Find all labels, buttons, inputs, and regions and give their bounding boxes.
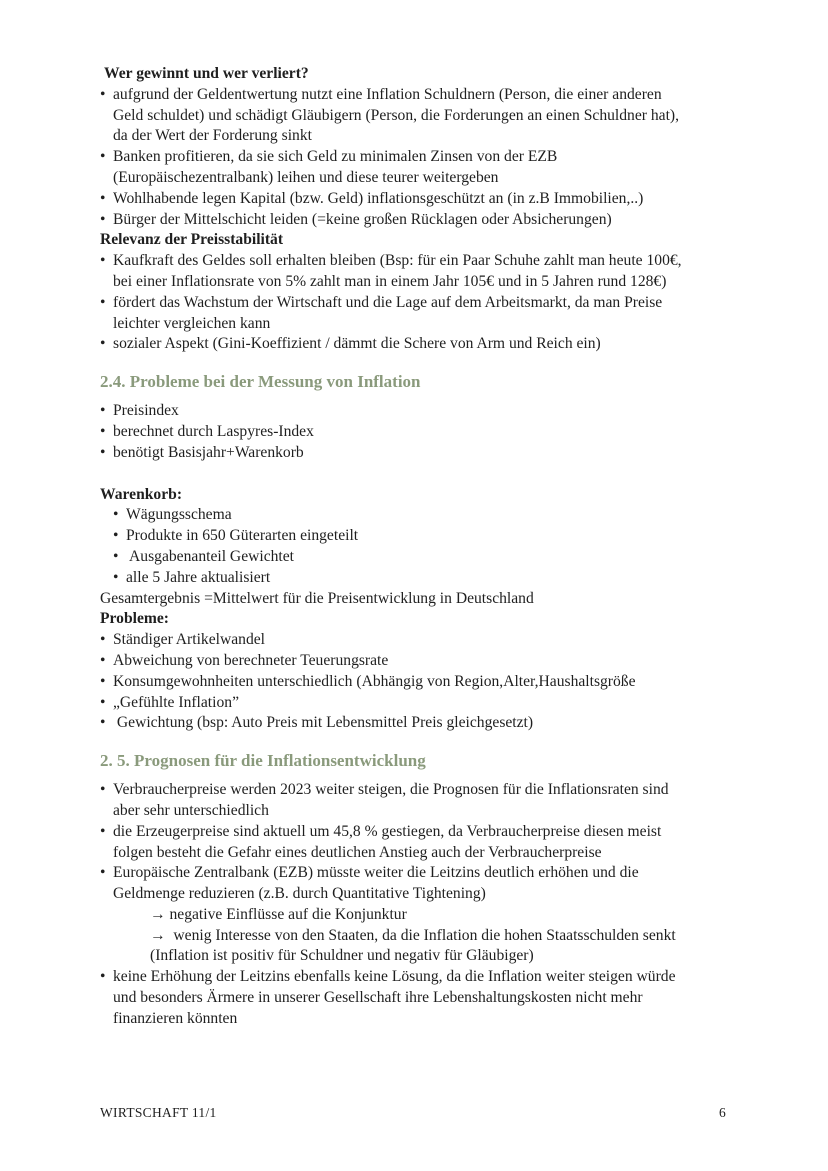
bullet-icon: • xyxy=(100,85,106,103)
bullet-icon: • xyxy=(100,293,106,311)
list-item: • fördert das Wachstum der Wirtschaft und die Lage auf dem Arbeitsmarkt, da man Preise leichter vergleichen kann xyxy=(100,293,663,332)
arrow-line: → wenig Interesse von den Staaten, da die Inflation die hohen Staatsschulden senkt xyxy=(150,926,676,944)
footer-label: WIRTSCHAFT 11/1 xyxy=(100,1105,217,1120)
bullet-icon: • xyxy=(100,672,106,690)
bullet-icon: • xyxy=(100,631,106,649)
bullet-icon: • xyxy=(113,506,119,524)
list-item: • die Erzeugerpreise sind aktuell um 45,8 % gestiegen, da Verbraucherpreise diesen meist folgen besteht die Gefahr eines deutlichen Anstieg auch der Verbraucherpreise xyxy=(100,822,662,861)
page-number: 6 xyxy=(719,1105,726,1120)
bullet-icon: • xyxy=(100,189,106,207)
list-item: • sozialer Aspekt (Gini-Koeffizient / dämmt die Schere von Arm und Reich ein) xyxy=(100,334,740,355)
bullet-icon: • xyxy=(113,568,119,586)
list-item: • Verbraucherpreise werden 2023 weiter steigen, die Prognosen für die Inflationsraten sind aber sehr unterschiedlich xyxy=(100,781,669,819)
bullet-icon: • xyxy=(113,547,119,565)
bullet-icon: • xyxy=(100,822,106,840)
list-item: • aufgrund der Geldentwertung nutzt eine Inflation Schuldnern (Person, die einer anderen Geld schuldet) und schädigt Gläubigern (Person, die Forderungen an einen Schuldner hat), da der Wert der Forderung sinkt xyxy=(100,85,679,145)
list-item: • Wohlhabende legen Kapital (bzw. Geld) inflationsgeschützt an (in z.B Immobilien,..) xyxy=(100,189,740,210)
bullet-icon: • xyxy=(100,693,106,711)
document-page xyxy=(100,64,740,1030)
arrow-line: → negative Einflüsse auf die Konjunktur xyxy=(150,905,407,923)
list-item: • berechnet durch Laspyres-Index xyxy=(100,422,740,443)
bullet-icon: • xyxy=(100,714,106,732)
probleme-title: Probleme: xyxy=(100,610,169,628)
spacer xyxy=(100,464,740,485)
list-item: • Ständiger Artikelwandel xyxy=(100,630,740,651)
list-item: • Ausgabenanteil Gewichtet xyxy=(100,547,740,568)
heading-2-4: 2.4. Probleme bei der Messung von Inflation xyxy=(100,372,421,392)
list-item: • Gewichtung (bsp: Auto Preis mit Lebensmittel Preis gleichgesetzt) xyxy=(100,713,740,734)
bullet-icon: • xyxy=(100,781,106,799)
bullet-icon: • xyxy=(100,335,106,353)
bullet-icon: • xyxy=(113,527,119,545)
list-item: • Europäische Zentralbank (EZB) müsste weiter die Leitzins deutlich erhöhen und die Geldmenge reduzieren (z.B. durch Quantitative Tightening) xyxy=(100,864,639,903)
bullet-icon: • xyxy=(100,402,106,420)
bullet-icon: • xyxy=(100,443,106,461)
list-item: • Produkte in 650 Güterarten eingeteilt xyxy=(100,526,740,547)
list-item: • Preisindex xyxy=(100,401,740,422)
arrow-line-note: (Inflation ist positiv für Schuldner und negativ für Gläubiger) xyxy=(150,947,534,965)
bullet-icon: • xyxy=(100,968,106,986)
bullet-icon: • xyxy=(100,651,106,669)
heading-2-5: 2. 5. Prognosen für die Inflationsentwicklung xyxy=(100,751,426,771)
bullet-icon: • xyxy=(100,148,106,166)
warenkorb-title: Warenkorb: xyxy=(100,485,183,503)
list-item: • alle 5 Jahre aktualisiert xyxy=(100,568,740,589)
bullet-icon: • xyxy=(100,210,106,228)
warenkorb-summary: Gesamtergebnis =Mittelwert für die Preisentwicklung in Deutschland xyxy=(100,589,534,607)
list-item: • Kaufkraft des Geldes soll erhalten bleiben (Bsp: für ein Paar Schuhe zahlt man heute 100€, bei einer Inflationsrate von 5% zahlt man in einem Jahr 105€ und in 5 Jahren rund 128€) xyxy=(100,252,682,290)
list-item: • Banken profitieren, da sie sich Geld zu minimalen Zinsen von der EZB (Europäischezentralbank) leihen und diese teurer weitergeben xyxy=(100,148,558,186)
bullet-icon: • xyxy=(100,252,106,270)
list-item: • Wägungsschema xyxy=(100,505,740,526)
bullet-icon: • xyxy=(100,864,106,882)
list-item: • Abweichung von berechneter Teuerungsrate xyxy=(100,651,740,672)
section-title-price-stability: Relevanz der Preisstabilität xyxy=(100,231,284,249)
list-item: • Konsumgewohnheiten unterschiedlich (Abhängig von Region,Alter,Haushaltsgröße xyxy=(100,672,740,693)
list-item: • Bürger der Mittelschicht leiden (=keine großen Rücklagen oder Absicherungen) xyxy=(100,210,740,231)
list-item: • keine Erhöhung der Leitzins ebenfalls keine Lösung, da die Inflation weiter steigen würde und besonders Ärmere in unserer Gesellschaft ihre Lebenshaltungskosten nicht mehr finanzieren könnten xyxy=(100,968,676,1027)
list-item: • „Gefühlte Inflation” xyxy=(100,693,740,714)
bullet-icon: • xyxy=(100,422,106,440)
section-title-winners-losers: Wer gewinnt und wer verliert? xyxy=(104,65,309,82)
list-item: • benötigt Basisjahr+Warenkorb xyxy=(100,443,740,464)
